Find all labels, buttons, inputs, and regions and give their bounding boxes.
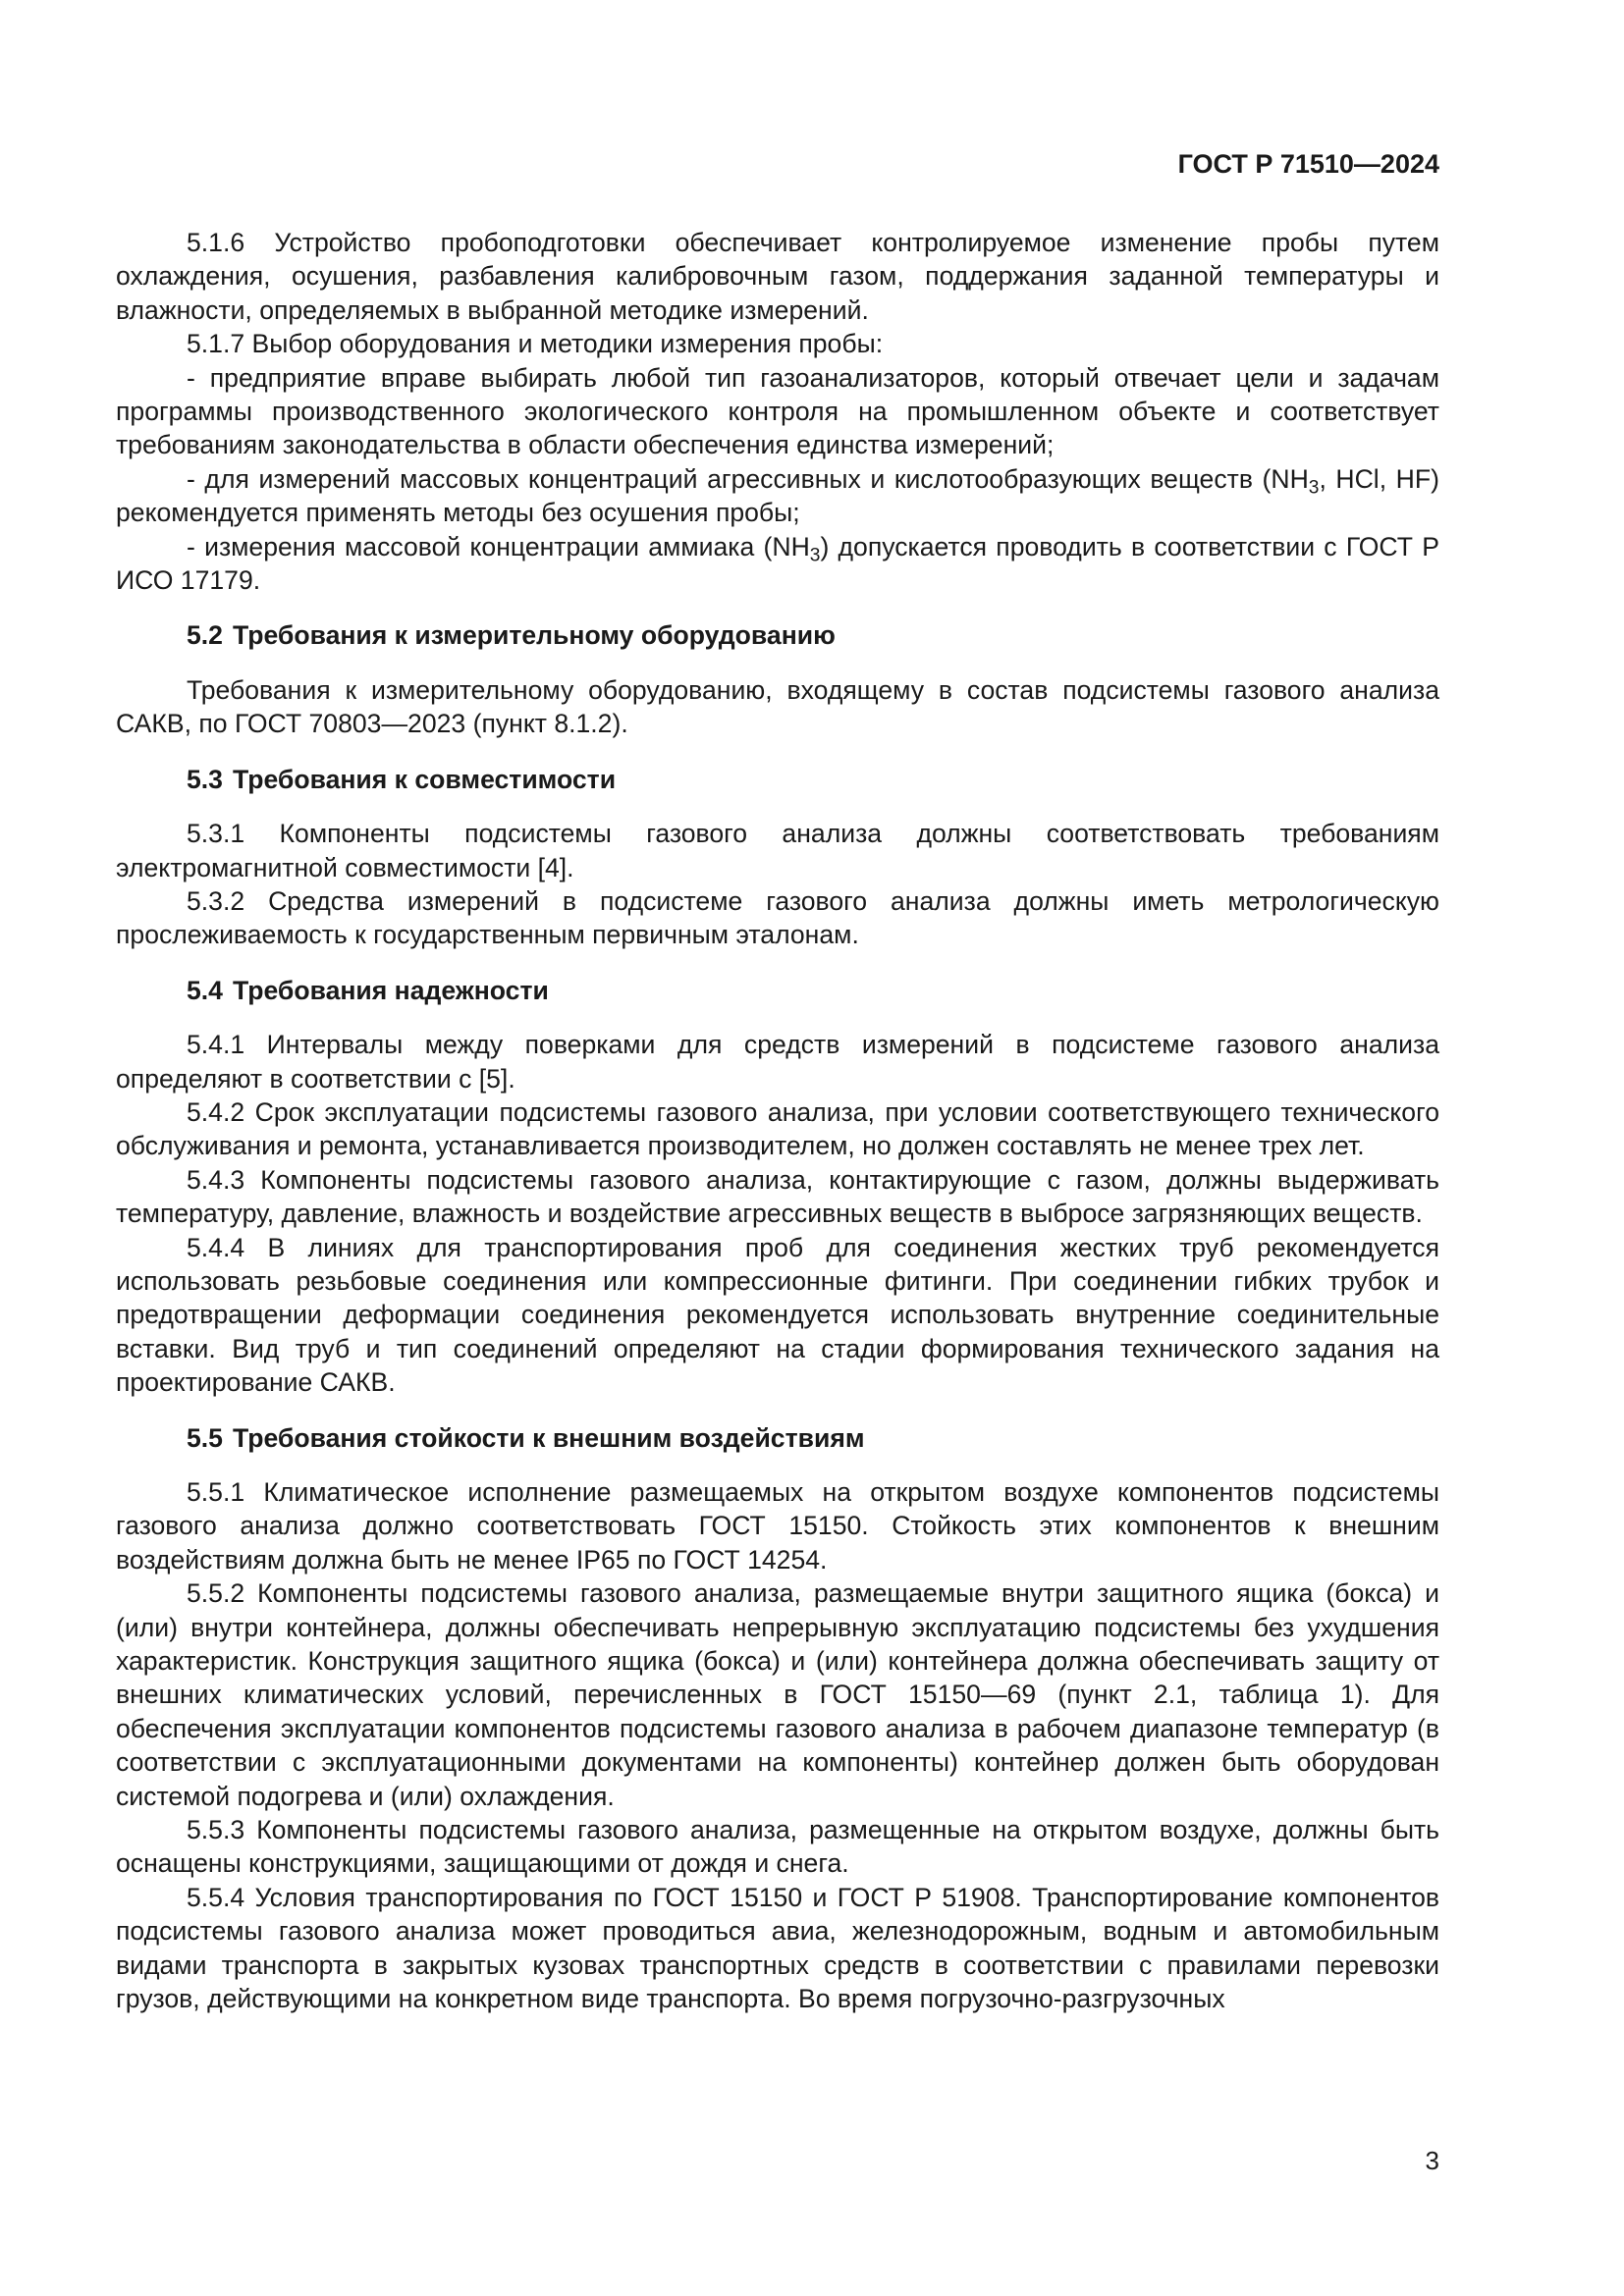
paragraph-5-5-4: 5.5.4 Условия транспортирования по ГОСТ 15150 и ГОСТ Р 51908. Транспортирование компонентов подсистемы газового анализа может проводиться авиа, железнодорожным, водным и автомобильным видами транспорта в закрытых кузовах транспортных средств в соответствии с правилами перевозки грузов, действующими на конкретном виде транспорта. Во время погрузочно-разгрузочных xyxy=(116,1882,1439,2014)
page-number: 3 xyxy=(1425,2146,1439,2175)
paragraph-5-5-2: 5.5.2 Компоненты подсистемы газового анализа, размещаемые внутри защитного ящика (бокса) и (или) внутри контейнера, должны обеспечивать непрерывную эксплуатацию подсистемы без ухудшения характеристик. Конструкция защитного ящика (бокса) и (или) контейнера должна обеспечивать защиту от внешних климатических условий, перечисленных в ГОСТ 15150—69 (пункт 2.1, таблица 1). Для обеспечения эксплуатации компонентов подсистемы газового анализа в рабочем диапазоне температур (в соответствии с эксплуатационными документами на компоненты) контейнер должен быть оборудован системой подогрева и (или) охлаждения. xyxy=(116,1578,1439,1811)
list-item-ammonia: - измерения массовой концентрации аммиака $(NH_3)$ допускается проводить в соответствии с ГОСТ Р ИСО 17179. xyxy=(116,531,1439,596)
paragraph-5-4-3: 5.4.3 Компоненты подсистемы газового анализа, контактирующие с газом, должны выдерживать температуру, давление, влажность и воздействие агрессивных веществ в выбросе загрязняющих веществ. xyxy=(116,1164,1439,1229)
section-heading-5-4: 5.4 Требования надежности xyxy=(187,975,549,1005)
document-code-header: ГОСТ Р 71510—2024 xyxy=(1177,149,1439,179)
list-item-aggressive-substances: - для измерений массовых концентраций агрессивных и кислотообразующих веществ ($NH_3$, HCl, HF) рекомендуется применять методы без осушения пробы; xyxy=(116,463,1439,528)
section-heading-5-2: 5.2 Требования к измерительному оборудованию xyxy=(187,620,836,651)
paragraph-5-5-1: 5.5.1 Климатическое исполнение размещаемых на открытом воздухе компонентов подсистемы газового анализа должно соответствовать ГОСТ 15150. Стойкость этих компонентов к внешним воздействиям должна быть не менее IP65 по ГОСТ 14254. xyxy=(116,1477,1439,1575)
paragraph-5-3-2: 5.3.2 Средства измерений в подсистеме газового анализа должны иметь метрологическую прослеживаемость к государственным первичным эталонам. xyxy=(116,885,1439,950)
paragraph-5-2: Требования к измерительному оборудованию, входящему в состав подсистемы газового анализа САКВ, по ГОСТ 70803—2023 (пункт 8.1.2). xyxy=(116,674,1439,739)
list-item-analyzer-choice: - предприятие вправе выбирать любой тип газоанализаторов, который отвечает цели и задачам программы производственного экологического контроля на промышленном объекте и соответствует требованиям законодательства в области обеспечения единства измерений; xyxy=(116,362,1439,460)
paragraph-5-3-1: 5.3.1 Компоненты подсистемы газового анализа должны соответствовать требованиям электромагнитной совместимости [4]. xyxy=(116,819,1439,882)
paragraph-5-4-2: 5.4.2 Срок эксплуатации подсистемы газового анализа, при условии соответствующего технического обслуживания и ремонта, устанавливается производителем, но должен составлять не менее трех лет. xyxy=(116,1096,1439,1161)
paragraph-5-1-6: 5.1.6 Устройство пробоподготовки обеспечивает контролируемое изменение пробы путем охлаждения, осушения, разбавления калибровочным газом, поддержания заданной температуры и влажности, определяемых в выбранной методике измерений. xyxy=(116,228,1439,325)
paragraph-5-5-3: 5.5.3 Компоненты подсистемы газового анализа, размещенные на открытом воздухе, должны быть оснащены конструкциями, защищающими от дождя и снега. xyxy=(116,1815,1439,1879)
paragraph-5-4-4: 5.4.4 В линиях для транспортирования проб для соединения жестких труб рекомендуется использовать резьбовые соединения или компрессионные фитинги. При соединении гибких трубок и предотвращении деформации соединения рекомендуется использовать внутренние соединительные вставки. Вид труб и тип соединений определяют на стадии формирования технического задания на проектирование САКВ. xyxy=(116,1232,1439,1398)
section-heading-5-3: 5.3 Требования к совместимости xyxy=(187,764,617,794)
section-heading-5-5: 5.5 Требования стойкости к внешним воздействиям xyxy=(187,1422,865,1453)
document-body xyxy=(116,226,1439,2016)
paragraph-5-1-7: 5.1.7 Выбор оборудования и методики измерения пробы: xyxy=(187,329,884,359)
paragraph-5-4-1: 5.4.1 Интервалы между поверками для средств измерений в подсистеме газового анализа определяют в соответствии с [5]. xyxy=(116,1030,1439,1094)
